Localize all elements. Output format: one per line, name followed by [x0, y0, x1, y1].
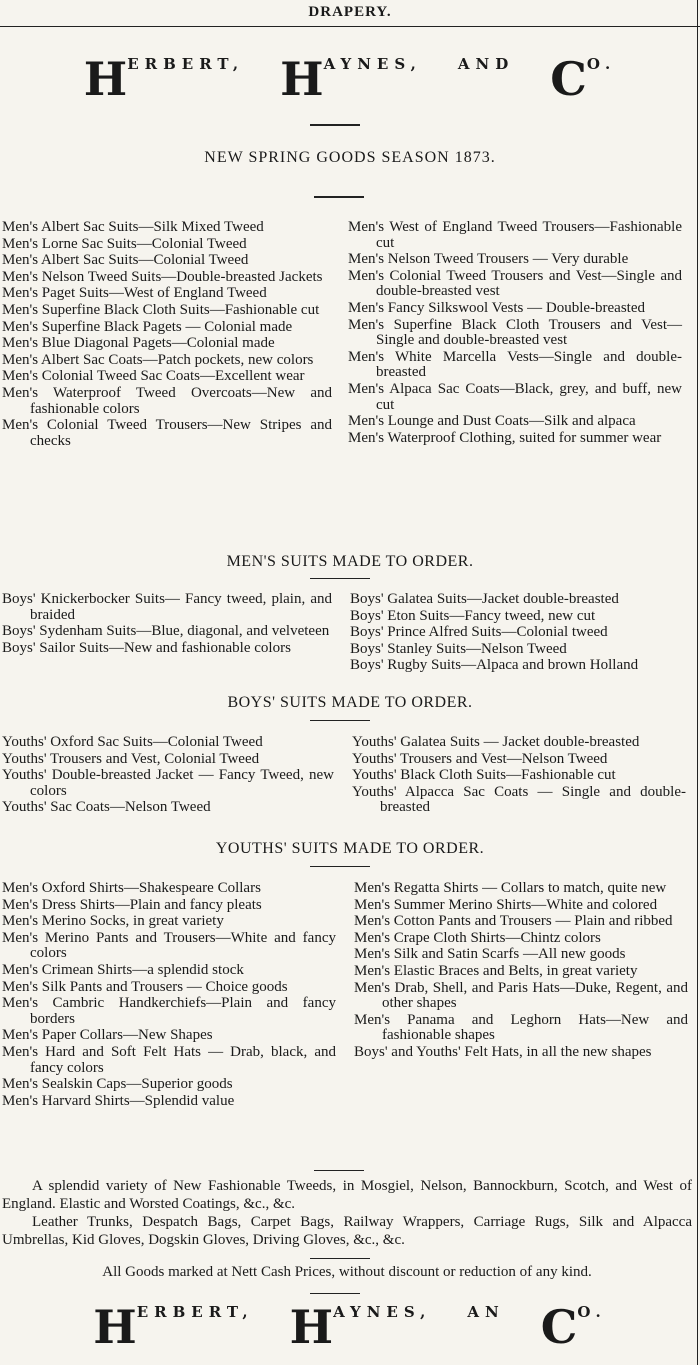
list-item: Youths' Black Cloth Suits—Fashionable cut [352, 767, 616, 784]
season-heading: NEW SPRING GOODS SEASON 1873. [204, 149, 496, 166]
list-item: Men's Lounge and Dust Coats—Silk and alpaca [348, 413, 636, 430]
list-item: Men's Colonial Tweed Trousers—New Stripes and checks [2, 417, 332, 449]
accessories-right-column [354, 881, 688, 1062]
mens-left-column [2, 220, 332, 450]
list-item: Men's Superfine Black Pagets — Colonial made [2, 318, 293, 335]
divider-rule [310, 578, 370, 579]
divider-rule [314, 196, 364, 198]
list-item: Men's Albert Sac Coats—Patch pockets, new colors [2, 351, 314, 368]
list-item: Boys' Prince Alfred Suits—Colonial tweed [350, 624, 608, 641]
list-item: Men's Cambric Handkerchiefs—Plain and fancy borders [2, 995, 336, 1027]
banner-word-an: AN [467, 1303, 505, 1321]
list-item: Men's Superfine Black Cloth Trousers and Vest—Single and double-breasted vest [348, 316, 682, 349]
list-item: Boys' Galatea Suits—Jacket double-breasted [350, 591, 619, 607]
list-item: Men's Oxford Shirts—Shakespeare Collars [2, 880, 261, 896]
list-item: Men's Drab, Shell, and Paris Hats—Duke, Regent, and other shapes [354, 979, 688, 1012]
list-item: Youths' Trousers and Vest—Nelson Tweed [352, 750, 608, 767]
list-item: Men's Elastic Braces and Belts, in great variety [354, 962, 638, 979]
banner-word-erbert: ERBERT, [127, 55, 245, 73]
list-item: Men's Paget Suits—West of England Tweed [2, 285, 267, 302]
footer-notes [2, 1177, 692, 1249]
banner-initial-h1: H [93, 1300, 137, 1354]
list-item: Youths' Sac Coats—Nelson Tweed [2, 799, 211, 816]
mens-right-column [348, 220, 682, 447]
list-item: Men's Albert Sac Suits—Silk Mixed Tweed [2, 219, 264, 235]
list-item: Men's Harvard Shirts—Splendid value [2, 1092, 235, 1109]
list-item: Men's Cotton Pants and Trousers — Plain and ribbed [354, 913, 673, 930]
footer-tweeds-paragraph: A splendid variety of New Fashionable Tweeds, in Mosgiel, Nelson, Bannockburn, Scotch, and West of England. Elastic and Worsted Coatings, &c., &c. [2, 1178, 692, 1212]
boys-left-column [2, 592, 332, 657]
list-item: Men's Summer Merino Shirts—White and colored [354, 896, 658, 913]
boys-right-column [350, 592, 684, 675]
list-item: Men's Lorne Sac Suits—Colonial Tweed [2, 235, 247, 252]
list-item: Men's Silk Pants and Trousers — Choice goods [2, 978, 288, 995]
firm-name-banner-bottom [0, 1300, 700, 1354]
list-item: Men's White Marcella Vests—Single and double-breasted [348, 348, 682, 381]
divider-rule [310, 866, 370, 867]
divider-rule [314, 1170, 364, 1171]
list-item: Men's Albert Sac Suits—Colonial Tweed [2, 252, 249, 269]
divider-rule [310, 1293, 360, 1294]
list-item: Men's Crimean Shirts—a splendid stock [2, 961, 244, 978]
banner-word-erbert: ERBERT, [136, 1303, 254, 1321]
list-item: Boys' Sailor Suits—New and fashionable colors [2, 639, 291, 656]
list-item: Men's Colonial Tweed Sac Coats—Excellent wear [2, 368, 305, 385]
list-item: Men's Nelson Tweed Trousers — Very durable [348, 251, 629, 268]
firm-name-banner [0, 52, 700, 106]
list-item: Youths' Galatea Suits — Jacket double-breasted [352, 734, 640, 750]
page-header-title: DRAPERY. [308, 4, 392, 20]
banner-word-o: O. [577, 1303, 607, 1321]
banner-word-and: AND [457, 55, 515, 73]
youths-right-column [352, 735, 686, 817]
youths-left-column [2, 735, 334, 817]
list-item: Men's Alpaca Sac Coats—Black, grey, and buff, new cut [348, 380, 682, 413]
banner-initial-h2: H [289, 1300, 334, 1354]
banner-initial-c: C [540, 1300, 578, 1354]
list-item: Men's Waterproof Clothing, suited for summer wear [348, 429, 662, 446]
list-item: Boys' Knickerbocker Suits— Fancy tweed, plain, and braided [2, 591, 332, 623]
list-item: Men's Merino Pants and Trousers—White and fancy colors [2, 929, 336, 962]
list-item: Men's Waterproof Tweed Overcoats—New and fashionable colors [2, 384, 332, 417]
banner-word-o: O. [586, 55, 617, 73]
list-item: Youths' Double-breasted Jacket — Fancy Tweed, new colors [2, 767, 334, 799]
list-item: Men's Blue Diagonal Pagets—Colonial made [2, 335, 275, 352]
list-item: Men's Superfine Black Cloth Suits—Fashionable cut [2, 301, 320, 318]
list-item: Boys' Sydenham Suits—Blue, diagonal, and velveteen [2, 623, 330, 640]
divider-rule [310, 1258, 370, 1259]
banner-word-aynes: AYNES, [333, 1303, 432, 1321]
banner-initial-h1: H [83, 52, 128, 106]
list-item: Men's Nelson Tweed Suits—Double-breasted Jackets [2, 268, 323, 285]
footer-prices-line: All Goods marked at Nett Cash Prices, without discount or reduction of any kind. [102, 1264, 592, 1280]
banner-initial-h2: H [280, 52, 324, 106]
list-item: Boys' Stanley Suits—Nelson Tweed [350, 640, 567, 657]
header-divider [0, 26, 700, 27]
list-item: Men's Panama and Leghorn Hats—New and fashionable shapes [354, 1011, 688, 1044]
list-item: Youths' Oxford Sac Suits—Colonial Tweed [2, 734, 263, 750]
mens-section-heading: MEN'S SUITS MADE TO ORDER. [226, 553, 474, 570]
list-item: Men's Fancy Silkswool Vests — Double-breasted [348, 299, 645, 316]
banner-initial-c: C [550, 52, 587, 106]
list-item: Youths' Trousers and Vest, Colonial Tweed [2, 750, 260, 767]
list-item: Men's Sealskin Caps—Superior goods [2, 1076, 233, 1093]
youths-section-heading: YOUTHS' SUITS MADE TO ORDER. [215, 840, 485, 857]
list-item: Men's Dress Shirts—Plain and fancy pleats [2, 896, 262, 913]
footer-prices [2, 1263, 692, 1281]
page-edge-rule [697, 0, 698, 1365]
divider-rule [310, 124, 360, 126]
list-item: Youths' Alpacca Sac Coats — Single and double-breasted [352, 783, 686, 816]
list-item: Men's Regatta Shirts — Collars to match, quite new [354, 880, 667, 896]
list-item: Men's Colonial Tweed Trousers and Vest—Single and double-breasted vest [348, 267, 682, 300]
list-item: Boys' and Youths' Felt Hats, in all the new shapes [354, 1043, 652, 1060]
footer-accessories-paragraph: Leather Trunks, Despatch Bags, Carpet Bags, Railway Wrappers, Carriage Rugs, Silk and Alpacca Umbrellas, Kid Gloves, Dogskin Gloves, Driving Gloves, &c., &c. [2, 1214, 692, 1248]
list-item: Men's West of England Tweed Trousers—Fashionable cut [348, 219, 682, 251]
accessories-left-column [2, 881, 336, 1110]
banner-word-aynes: AYNES, [323, 55, 422, 73]
divider-rule [310, 720, 370, 721]
list-item: Men's Paper Collars—New Shapes [2, 1027, 213, 1044]
list-item: Men's Hard and Soft Felt Hats — Drab, black, and fancy colors [2, 1043, 336, 1076]
list-item: Boys' Eton Suits—Fancy tweed, new cut [350, 607, 596, 624]
list-item: Men's Crape Cloth Shirts—Chintz colors [354, 929, 601, 946]
list-item: Men's Silk and Satin Scarfs —All new goods [354, 946, 626, 963]
list-item: Men's Merino Socks, in great variety [2, 913, 224, 930]
list-item: Boys' Rugby Suits—Alpaca and brown Holland [350, 657, 639, 674]
boys-section-heading: BOYS' SUITS MADE TO ORDER. [227, 694, 473, 711]
